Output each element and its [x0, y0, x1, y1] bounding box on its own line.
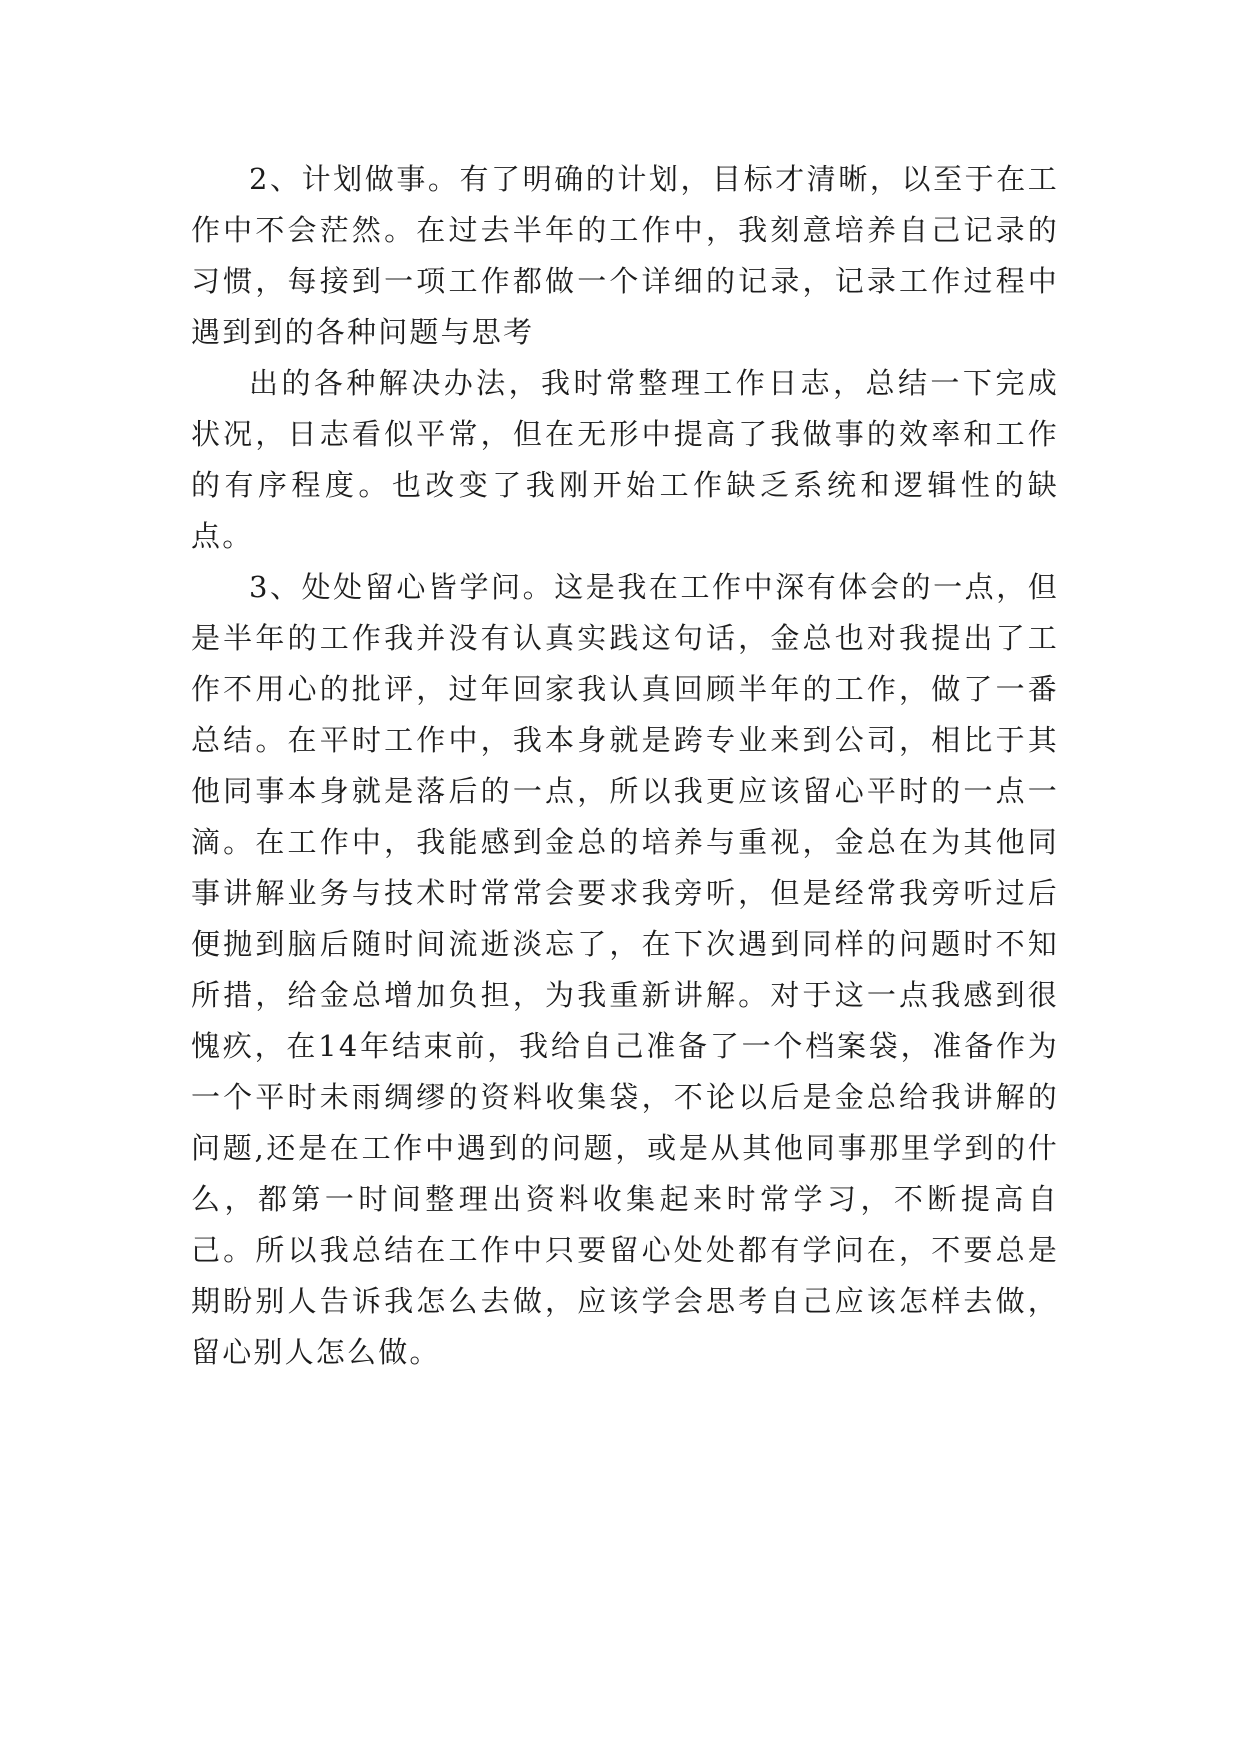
paragraph-solutions: 出的各种解决办法，我时常整理工作日志，总结一下完成状况，日志看似平常，但在无形中提高了我做事的效率和工作的有序程度。也改变了我刚开始工作缺乏系统和逻辑性的缺点。	[191, 366, 1059, 553]
document-body	[191, 154, 1059, 1378]
paragraph-learning-everywhere: 3、处处留心皆学问。这是我在工作中深有体会的一点，但是半年的工作我并没有认真实践这句话，金总也对我提出了工作不用心的批评，过年回家我认真回顾半年的工作，做了一番总结。在平时工作中，我本身就是跨专业来到公司，相比于其他同事本身就是落后的一点，所以我更应该留心平时的一点一滴。在工作中，我能感到金总的培养与重视，金总在为其他同事讲解业务与技术时常常会要求我旁听，但是经常我旁听过后便抛到脑后随时间流逝淡忘了，在下次遇到同样的问题时不知所措，给金总增加负担，为我重新讲解。对于这一点我感到很愧疚，在14年结束前，我给自己准备了一个档案袋，准备作为一个平时未雨绸缪的资料收集袋，不论以后是金总给我讲解的问题,还是在工作中遇到的问题，或是从其他同事那里学到的什么，都第一时间整理出资料收集起来时常学习，不断提高自己。所以我总结在工作中只要留心处处都有学问在，不要总是期盼别人告诉我怎么去做，应该学会思考自己应该怎样去做，留心别人怎么做。	[191, 570, 1059, 1369]
paragraph-plan-work: 2、计划做事。有了明确的计划，目标才清晰，以至于在工作中不会茫然。在过去半年的工作中，我刻意培养自己记录的习惯，每接到一项工作都做一个详细的记录，记录工作过程中遇到到的各种问题与思考	[191, 162, 1059, 349]
